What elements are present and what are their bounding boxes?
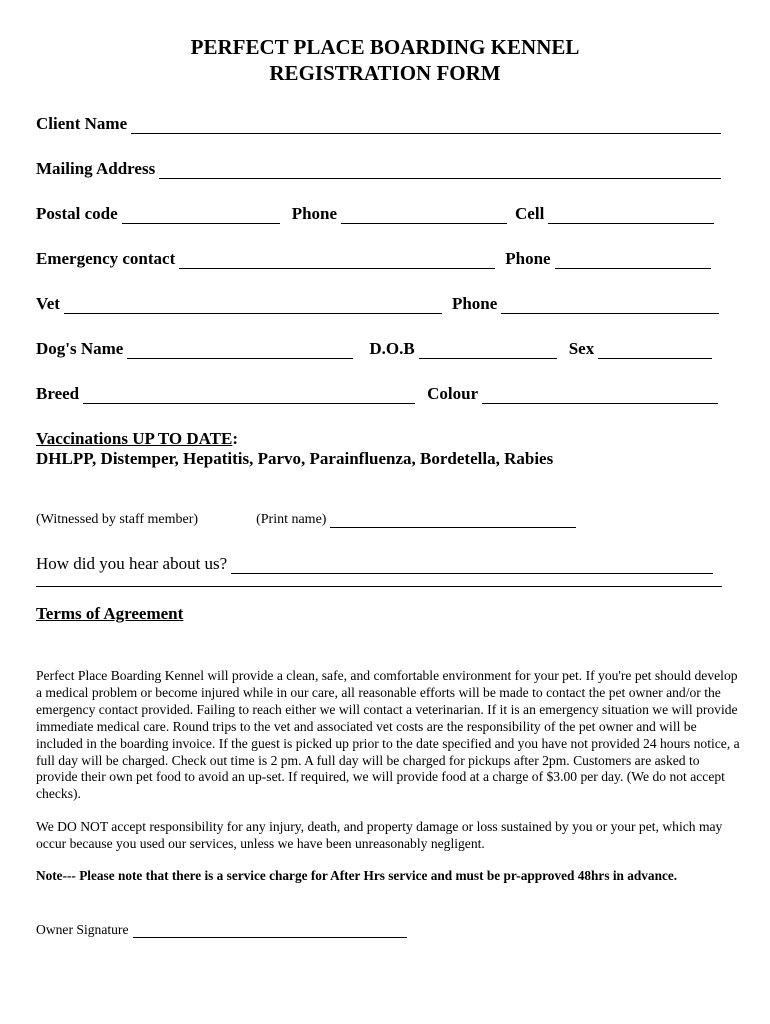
witness-row <box>36 504 730 528</box>
print-name-field[interactable] <box>330 513 576 528</box>
terms-paragraph-2: We DO NOT accept responsibility for any injury, death, and property damage or loss sustained by you or your pet, which may occur because you used our services, unless we have been unreasonably negligent. <box>36 819 723 851</box>
witnessed-label: (Witnessed by staff member) <box>36 512 199 527</box>
vet-phone-label: Phone <box>451 294 498 313</box>
form-title-line-1: PERFECT PLACE BOARDING KENNEL <box>190 35 580 59</box>
terms-note: Note--- Please note that there is a service charge for After Hrs service and must be pr-approved 48hrs in advance. <box>36 868 678 883</box>
vet-phone-field[interactable] <box>501 295 719 314</box>
hear-about-label: How did you hear about us? <box>36 554 228 573</box>
phone-field[interactable] <box>341 205 507 224</box>
print-name-label: (Print name) <box>256 512 327 527</box>
emergency-phone-field[interactable] <box>555 250 711 269</box>
sex-label: Sex <box>568 339 595 358</box>
colour-field[interactable] <box>482 385 718 404</box>
breed-field[interactable] <box>83 385 415 404</box>
vaccinations-list: DHLPP, Distemper, Hepatitis, Parvo, Parainfluenza, Bordetella, Rabies <box>36 449 554 468</box>
signature-row <box>36 922 407 938</box>
terms-heading: Terms of Agreement <box>36 604 184 623</box>
form-title-line-2: REGISTRATION FORM <box>269 61 501 85</box>
vaccinations-colon: : <box>232 429 239 448</box>
vet-label: Vet <box>36 294 60 313</box>
dob-label: D.O.B <box>369 339 415 358</box>
dogs-name-field[interactable] <box>127 340 353 359</box>
client-name-field[interactable] <box>131 115 721 134</box>
vaccinations-heading: Vaccinations UP TO DATE <box>36 429 233 448</box>
postal-code-field[interactable] <box>122 205 280 224</box>
client-name-row <box>36 110 730 134</box>
mailing-address-row <box>36 155 730 179</box>
dob-field[interactable] <box>419 340 557 359</box>
postal-phone-cell-row <box>36 200 730 224</box>
dogs-name-label: Dog's Name <box>36 339 124 358</box>
sex-field[interactable] <box>598 340 712 359</box>
cell-field[interactable] <box>548 205 714 224</box>
vaccinations-heading-line <box>36 428 238 449</box>
emergency-contact-field[interactable] <box>179 250 495 269</box>
owner-signature-label: Owner Signature <box>36 922 129 937</box>
owner-signature-field[interactable] <box>133 923 407 938</box>
emergency-contact-label: Emergency contact <box>36 249 176 268</box>
phone-label: Phone <box>291 204 338 223</box>
cell-label: Cell <box>515 204 545 223</box>
hear-about-extra-line[interactable] <box>36 586 722 587</box>
colour-label: Colour <box>427 384 479 403</box>
breed-colour-row <box>36 380 730 404</box>
postal-code-label: Postal code <box>36 204 118 223</box>
vet-row <box>36 290 730 314</box>
client-name-label: Client Name <box>36 114 128 133</box>
dog-row <box>36 335 730 359</box>
hear-about-row <box>36 550 730 574</box>
emergency-contact-row <box>36 245 730 269</box>
mailing-address-label: Mailing Address <box>36 159 156 178</box>
breed-label: Breed <box>36 384 80 403</box>
vet-field[interactable] <box>64 295 442 314</box>
mailing-address-field[interactable] <box>159 160 721 179</box>
hear-about-field[interactable] <box>231 555 713 574</box>
terms-paragraph-1: Perfect Place Boarding Kennel will provide a clean, safe, and comfortable environment for your pet. If you're pet should develop a medical problem or become injured while in our care, all reasonable efforts will be made to contact the pet owner and/or the emergency contact provided. Failing to reach either we will contact a veterinarian. If it is an emergency situation we will provide immediate medical care. Round trips to the vet and associated vet costs are the responsibility of the pet owner and will be included in the boarding invoice. If the guest is picked up prior to the date specified and you have not provided 24 hours notice, a full day will be charged. Check out time is 2 pm. A full day will be charged for pickups after 2pm. Customers are asked to provide their own pet food to avoid an up-set. If required, we will provide food at a charge of $3.00 per day. (We do not accept checks). <box>36 668 740 802</box>
emergency-phone-label: Phone <box>505 249 551 268</box>
